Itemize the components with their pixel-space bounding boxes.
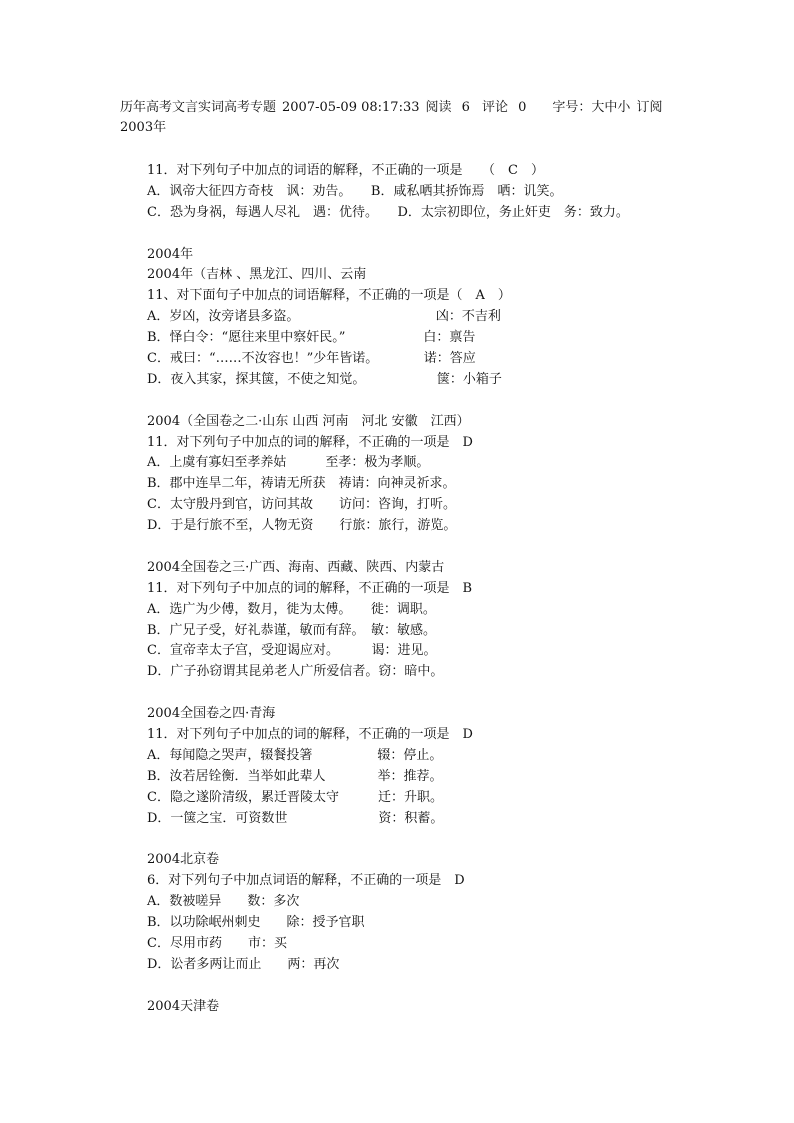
section: [147, 245, 777, 391]
text-line: B．郡中连旱二年，祷请无所获 祷请：向神灵祈求。: [147, 476, 456, 492]
text-line: 2004（全国卷之二·山东 山西 河南 河北 安徽 江西）: [147, 413, 470, 429]
article-body: [147, 161, 777, 1018]
section: [147, 161, 777, 224]
text-line: 11．对下列句子中加点的词的解释，不正确的一项是 B: [147, 580, 473, 596]
comment-value: 0: [518, 100, 527, 115]
text-line: 6．对下列句子中加点词语的解释，不正确的一项是 D: [147, 873, 465, 889]
text-line: A．上虞有寡妇至孝养姑 至孝：极为孝顺。: [147, 455, 430, 471]
text-line: 2004北京卷: [147, 852, 220, 868]
text-line: 11．对下列句子中加点的词语的解释，不正确的一项是 （ C ）: [147, 163, 544, 178]
article-meta: [120, 98, 780, 118]
read-count: [426, 100, 476, 115]
section: [147, 412, 777, 537]
font-medium-link[interactable]: 中: [604, 100, 618, 115]
text-line: C．戒曰：“……不汝容也！”少年皆诺。 诺：答应: [147, 351, 476, 367]
spacer: [147, 683, 777, 704]
spacer: [147, 391, 777, 412]
article-header: [120, 98, 780, 138]
read-value: 6: [461, 100, 470, 115]
section: [147, 850, 777, 975]
spacer: [147, 224, 777, 245]
text-line: 2004天津卷: [147, 998, 220, 1014]
text-line: D．讼者多两让而止 两：再次: [147, 956, 340, 972]
text-line: C．宣帝幸太子宫，受迎谒应对。 谒：进见。: [147, 643, 437, 659]
text-line: A．讽帝大征四方奇枝 讽：劝告。 B．咸私哂其挢饰焉 哂：讥笑。: [147, 183, 563, 199]
section-year-2003: 2003年: [120, 120, 167, 135]
text-line: C．太守殷丹到官，访问其故 访问：咨询，打听。: [147, 497, 456, 513]
font-large-link[interactable]: 大: [591, 100, 605, 115]
article-datetime: 2007-05-09 08:17:33: [282, 100, 420, 115]
text-line: C．恐为身祸，每遇人尽礼 遇：优待。 D．太宗初即位，务止奸吏 务：致力。: [147, 204, 629, 220]
text-line: D．广子孙窃谓其昆弟老人广所爱信者。窃：暗中。: [147, 664, 444, 680]
text-line: D．夜入其家，探其箧，不使之知觉。 箧：小箱子: [147, 371, 502, 387]
spacer: [147, 537, 777, 558]
text-line: B．怿白令：“愿往来里中察奸民。” 白：禀告: [147, 330, 476, 346]
section: [147, 558, 777, 683]
font-small-link[interactable]: 小: [617, 100, 631, 115]
section: [147, 997, 777, 1018]
fontsize-label: 字号：: [552, 100, 592, 115]
text-line: 2004全国卷之四·青海: [147, 706, 276, 722]
text-line: B．汝若居铨衡．当举如此辈人 举：推荐。: [147, 768, 443, 784]
text-line: A．选广为少傅，数月，徙为太傅。 徙：调职。: [147, 601, 436, 617]
text-line: A．岁凶，汝旁诸县多盗。 凶：不吉利: [147, 309, 501, 325]
read-label: 阅读: [425, 100, 452, 115]
article-title: 历年高考文言实词高考专题: [120, 100, 277, 115]
comment-count[interactable]: [482, 100, 532, 115]
subscribe-link[interactable]: 订阅: [636, 100, 663, 115]
text-line: 11．对下列句子中加点的词的解释，不正确的一项是 D: [147, 727, 473, 743]
text-line: D．一箧之宝．可资数世 资：积蓄。: [147, 810, 444, 826]
text-line: A．数被嗟异 数：多次: [147, 894, 300, 910]
text-line: A．每闻隐之哭声，辍餐投箸 辍：停止。: [147, 747, 443, 763]
text-line: C．尽用市药 市：买: [147, 935, 287, 951]
text-line: 2004全国卷之三·广西、海南、西藏、陕西、内蒙古: [147, 559, 445, 575]
section: [147, 704, 777, 829]
text-line: 11、对下面句子中加点的词语解释，不正确的一项是（ A ）: [147, 288, 511, 304]
text-line: 11．对下列句子中加点的词的解释，不正确的一项是 D: [147, 434, 473, 450]
comment-label: 评论: [481, 100, 508, 115]
text-line: B．以功除岷州刺史 除：授予官职: [147, 915, 365, 931]
text-line: 2004年: [147, 246, 194, 262]
spacer: [147, 830, 777, 851]
text-line: D．于是行旅不至，人物无资 行旅：旅行，游览。: [147, 518, 457, 534]
text-line: C．隐之遂阶清级，累迁晋陵太守 迁：升职。: [147, 789, 443, 805]
spacer: [147, 976, 777, 997]
text-line: B．广兄子受，好礼恭谨，敏而有辞。 敏：敏感。: [147, 622, 437, 638]
text-line: 2004年（吉林 、黑龙江、四川、云南: [147, 267, 367, 283]
